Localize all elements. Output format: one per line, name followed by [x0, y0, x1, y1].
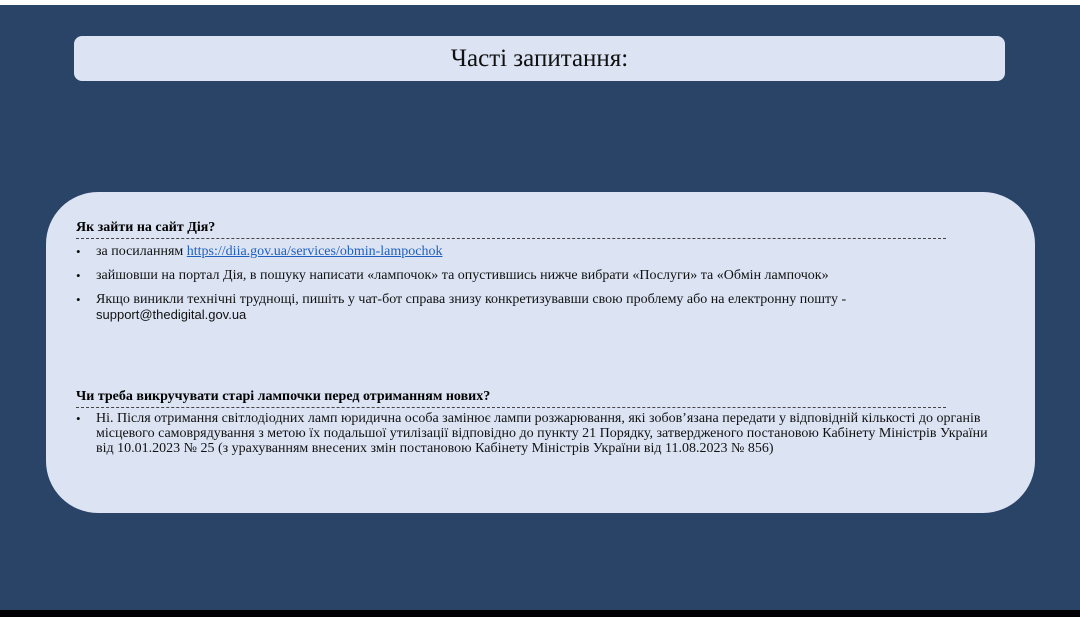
list-item	[76, 292, 996, 323]
list-item-text: Якщо виникли технічні труднощі, пишіть у чат-бот справа знизу конкретизувавши свою проблему або на електронну пошту -	[96, 292, 847, 307]
slide-background	[0, 5, 1080, 610]
bottom-edge-bar	[0, 610, 1080, 617]
page-title: Часті запитання:	[450, 44, 629, 72]
bullet-icon: •	[76, 292, 81, 307]
list-item	[76, 411, 996, 456]
faq-panel	[46, 192, 1035, 513]
faq-section-2	[76, 389, 996, 456]
list-item-text: за посиланням	[96, 244, 187, 259]
title-banner	[74, 36, 1005, 81]
list-item	[76, 268, 996, 283]
support-email: support@thedigital.gov.ua	[96, 307, 247, 322]
faq-question-1: Як зайти на сайт Дія?	[76, 220, 946, 239]
bullet-icon: •	[76, 411, 81, 426]
list-item-text: зайшовши на портал Дія, в пошуку написати «лампочок» та опустившись нижче вибрати «Послуги» та «Обмін лампочок»	[96, 268, 829, 283]
list-item	[76, 244, 996, 259]
faq-section-1	[76, 220, 996, 323]
faq-answer-list-1	[76, 244, 996, 323]
faq-answer-list-2	[76, 411, 996, 456]
list-item-text: Ні. Після отримання світлодіодних ламп юридична особа замінює лампи розжарювання, які зобов’язана передати у відповідній кількості до органів місцевого самоврядування з метою їх подальшої утилізації відповідно до пункту 21 Порядку, затвердженого постановою Кабінету Міністрів України від 10.01.2023 № 25 (з урахуванням внесених змін постановою Кабінету Міністрів України від 11.08.2023 № 856)	[96, 411, 988, 456]
faq-question-2: Чи треба викручувати старі лампочки перед отриманням нових?	[76, 389, 946, 408]
diia-service-link[interactable]: https://diia.gov.ua/services/obmin-lampochok	[186, 244, 443, 259]
bullet-icon: •	[76, 244, 81, 259]
bullet-icon: •	[76, 268, 81, 283]
